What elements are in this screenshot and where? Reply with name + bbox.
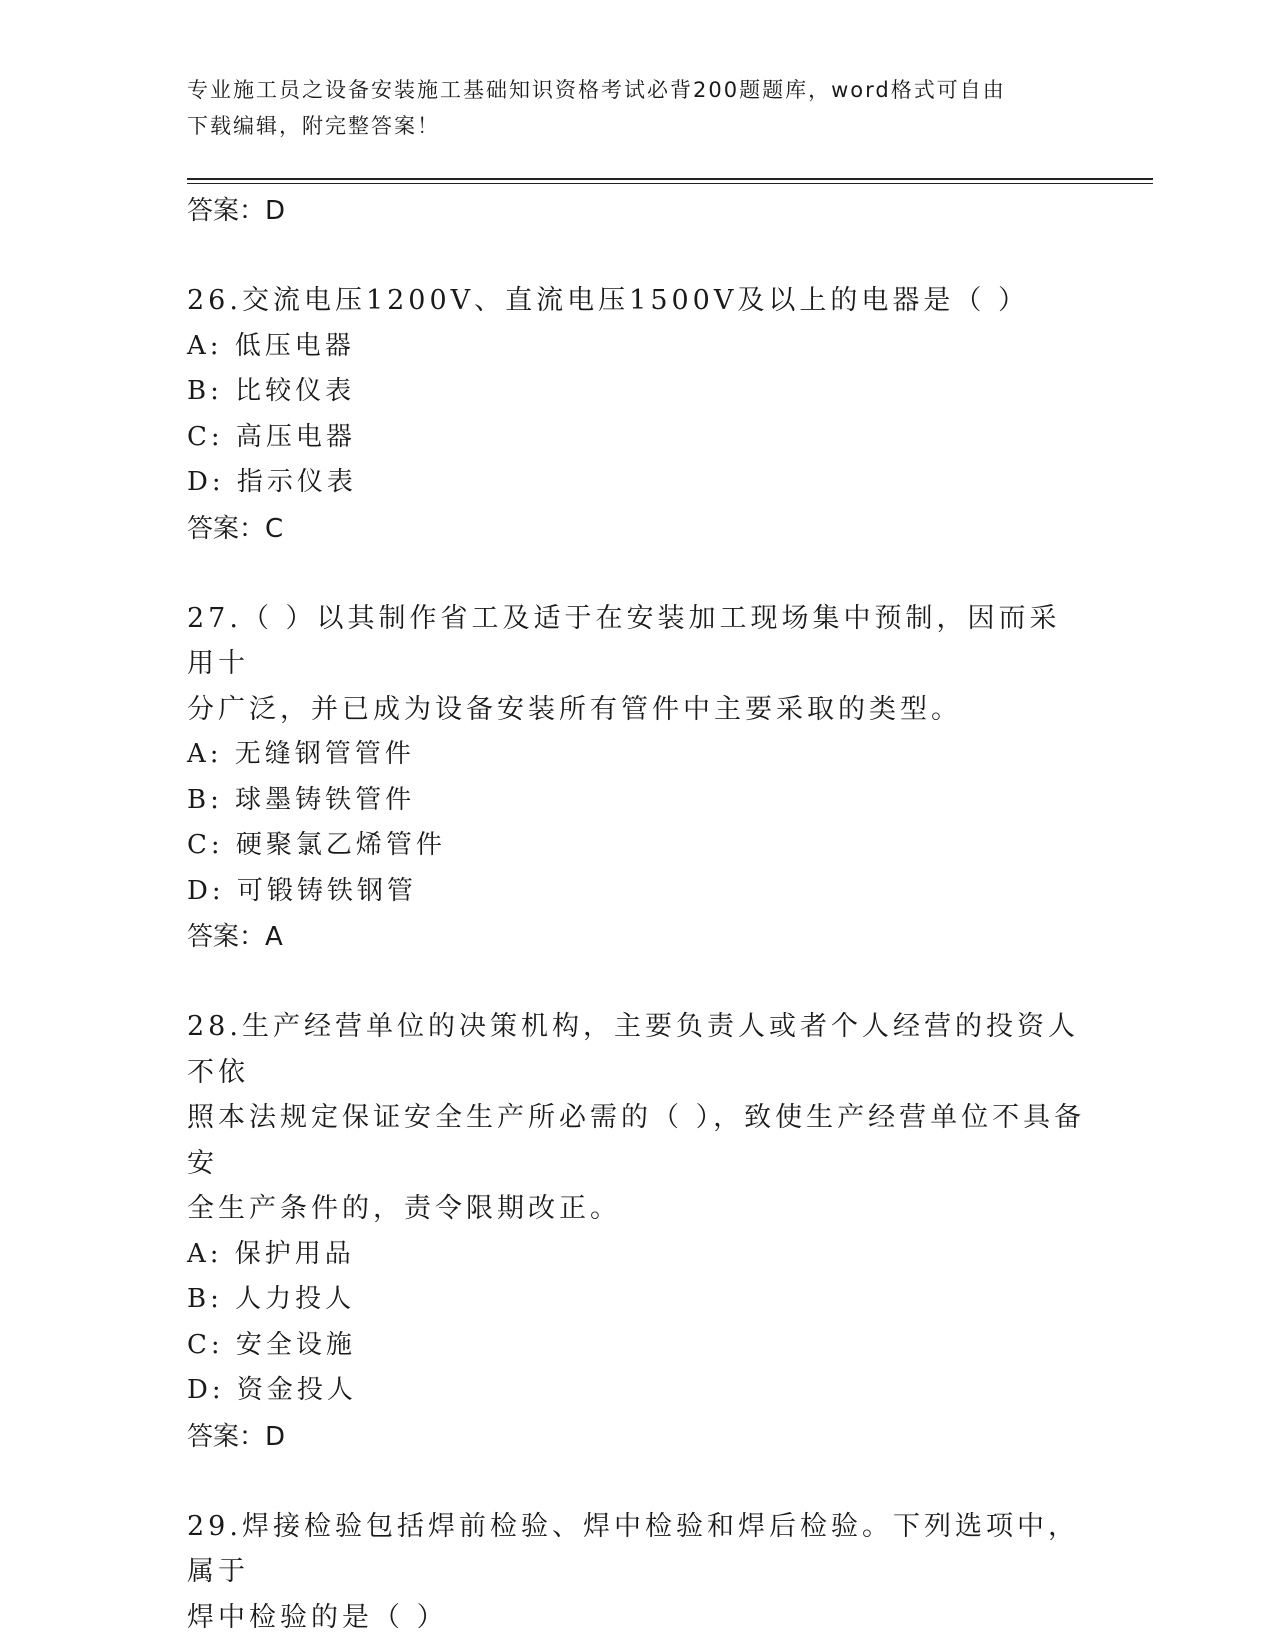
question-list xyxy=(187,188,1087,1640)
option-b: B: 人力投人 xyxy=(187,1284,356,1314)
question-28 xyxy=(187,1004,1087,1460)
option-a: A: 无缝钢管管件 xyxy=(187,739,415,769)
question-29 xyxy=(187,1504,1087,1641)
option-a: A: 低压电器 xyxy=(187,330,355,361)
question-stem: 29.焊接检验包括焊前检验、焊中检验和焊后检验。下列选项中，属于 xyxy=(187,1510,1079,1587)
question-stem: 27.（ ）以其制作省工及适于在安装加工现场集中预制，因而采用十 xyxy=(187,602,1061,679)
question-stem: 照本法规定保证安全生产所必需的（ ），致使生产经营单位不具备安 xyxy=(187,1102,1086,1179)
question-26 xyxy=(187,278,1087,552)
answer-line: 答案：D xyxy=(187,1421,286,1452)
option-b: B: 球墨铸铁管件 xyxy=(187,784,416,815)
option-d: D: 资金投人 xyxy=(187,1375,357,1405)
option-b: B: 比较仪表 xyxy=(187,376,356,406)
option-c: C: 安全设施 xyxy=(187,1329,356,1360)
option-a: A: 保护用品 xyxy=(187,1238,355,1269)
option-d: D: 指示仪表 xyxy=(187,467,357,497)
question-stem: 全生产条件的，责令限期改正。 xyxy=(187,1193,621,1224)
option-c: C: 硬聚氯乙烯管件 xyxy=(187,830,446,860)
header-line: 下载编辑，附完整答案！ xyxy=(187,114,440,138)
answer-line: 答案：D xyxy=(187,196,286,226)
header-line: 专业施工员之设备安装施工基础知识资格考试必背200题题库，word格式可自由 xyxy=(187,78,1006,102)
question-stem: 分广泛，并已成为设备安装所有管件中主要采取的类型。 xyxy=(187,693,962,725)
header-divider-thin xyxy=(187,183,1153,184)
answer-line: 答案：C xyxy=(187,513,284,544)
answer-line: 答案：A xyxy=(187,922,283,952)
question-27 xyxy=(187,596,1087,961)
question-stem: 焊中检验的是（ ） xyxy=(187,1601,448,1633)
document-header xyxy=(187,72,1087,144)
question-stem: 26.交流电压1200V、直流电压1500V及以上的电器是（ ） xyxy=(187,285,1029,316)
option-c: C: 高压电器 xyxy=(187,421,356,452)
option-d: D: 可锻铸铁钢管 xyxy=(187,875,417,906)
header-divider xyxy=(187,178,1153,180)
question-stem: 28.生产经营单位的决策机构，主要负责人或者个人经营的投资人不依 xyxy=(187,1011,1079,1088)
